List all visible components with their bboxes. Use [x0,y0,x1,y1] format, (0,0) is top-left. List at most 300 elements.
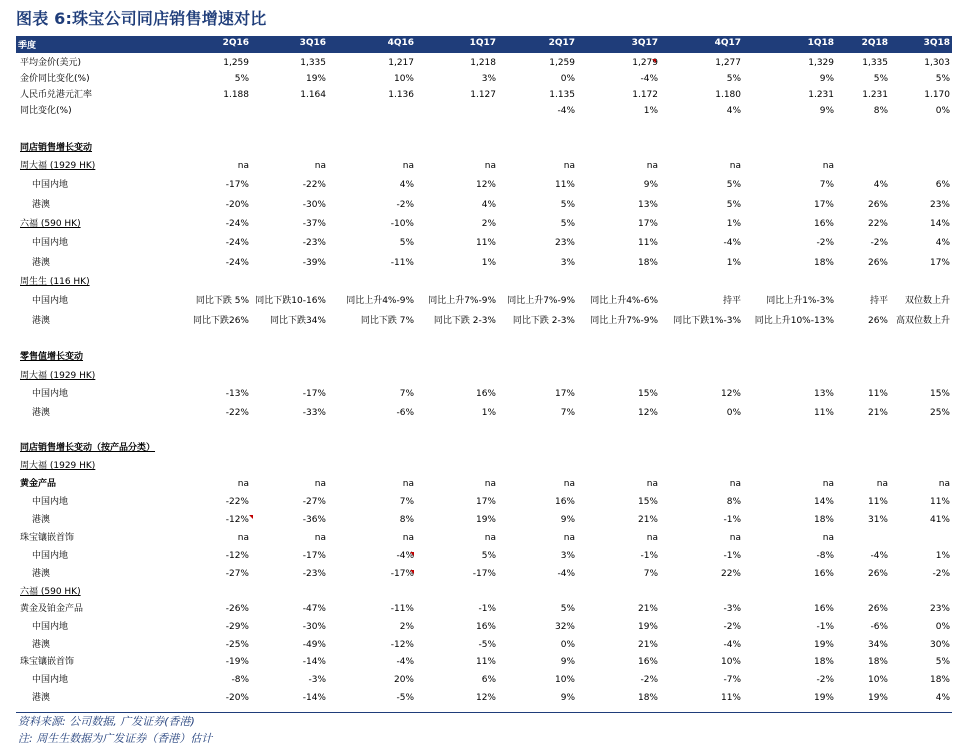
table-cell: -2% [816,238,834,248]
table-cell: 1,303 [924,58,950,68]
table-cell: na [729,533,741,543]
section-heading: 同店销售增长变动（按产品分类） [20,443,156,453]
table-cell: 11% [867,389,888,399]
table-cell: 1,329 [808,58,834,68]
table-cell: -30% [302,200,326,210]
table-cell: 12% [637,408,658,418]
table-cell: na [563,533,575,543]
header-label: 季度 [18,41,37,51]
table-cell: 26% [867,316,888,326]
table-cell: -25% [225,640,249,650]
header-quarter: 2Q17 [548,38,575,48]
table-row [16,140,952,156]
table-cell: -2% [816,675,834,685]
table-cell: 26% [867,569,888,579]
table-cell: 19% [867,693,888,703]
table-row [16,158,952,174]
header-quarter: 4Q16 [387,38,414,48]
row-label: 中国内地 [32,497,69,507]
table-row [16,637,952,653]
table-cell: 4% [726,106,741,116]
table-cell: -23% [302,569,326,579]
table-row [16,349,952,365]
row-label: 金价同比变化(%) [20,74,90,84]
table-cell: -1% [723,551,741,561]
table-cell: 10% [393,74,414,84]
table-cell: 同比上升4%-9% [346,296,414,306]
table-cell: 18% [929,675,950,685]
header-quarter: 1Q17 [469,38,496,48]
table-cell: 同比下跌26% [192,316,249,326]
table-cell: 1,259 [223,58,249,68]
table-cell: 23% [554,238,575,248]
table-cell: -5% [396,693,414,703]
table-cell: 17% [554,389,575,399]
table-cell: -4% [870,551,888,561]
table-cell: 1.188 [223,90,249,100]
table-cell: 1% [726,219,741,229]
table-cell: 5% [726,200,741,210]
table-cell: -4% [557,569,575,579]
table-cell: 26% [867,604,888,614]
table-cell: -37% [302,219,326,229]
table-cell: 同比上升10%-13% [754,316,834,326]
table-cell: na [822,479,834,489]
table-cell: 6% [481,675,496,685]
table-cell: -4% [396,551,414,561]
table-cell: 同比上升7%-9% [507,296,575,306]
table-row [16,654,952,670]
table-cell: 1% [481,258,496,268]
row-label: 中国内地 [32,622,69,632]
table-cell: na [646,161,658,171]
table-cell: na [237,533,249,543]
table-cell: 5% [726,180,741,190]
table-row [16,440,952,456]
table-cell: 同比下跌 5% [195,296,249,306]
table-cell: na [646,533,658,543]
table-row [16,103,952,119]
table-cell: 同比上升4%-6% [590,296,658,306]
table-cell: na [876,479,888,489]
table-cell: 34% [867,640,888,650]
table-cell: 32% [554,622,575,632]
table-cell: 30% [929,640,950,650]
table-cell: 0% [935,622,950,632]
table-cell: 持平 [722,296,741,306]
table-cell: 8% [399,515,414,525]
table-cell: 6% [935,180,950,190]
table-cell: 1.170 [924,90,950,100]
section-heading: 零售值增长变动 [20,352,84,362]
table-row [16,619,952,635]
table-row [16,293,952,309]
table-cell: 5% [935,74,950,84]
table-cell: -11% [390,604,414,614]
row-label: 珠宝镶嵌首饰 [20,533,75,543]
table-cell: 19% [637,622,658,632]
table-cell: 同比下跌 2-3% [433,316,496,326]
table-cell: -17% [302,551,326,561]
table-cell: -22% [302,180,326,190]
table-row [16,255,952,271]
row-label: 港澳 [32,408,51,418]
table-cell: 11% [813,408,834,418]
table-cell: 12% [720,389,741,399]
table-cell: 21% [637,515,658,525]
table-cell: -20% [225,200,249,210]
table-cell: -6% [870,622,888,632]
table-cell: na [314,161,326,171]
chart-title: 图表 6:珠宝公司同店销售增速对比 [16,9,267,28]
table-cell: 12% [475,180,496,190]
table-row [16,530,952,546]
table-row [16,566,952,582]
table-cell: 5% [560,219,575,229]
header-quarter: 2Q16 [222,38,249,48]
table-row [16,87,952,103]
row-label: 人民币兑港元汇率 [20,90,93,100]
header-quarter: 3Q18 [923,38,950,48]
table-cell: -2% [396,200,414,210]
row-label: 六福 (590 HK) [20,219,81,229]
table-cell: 1,259 [549,58,575,68]
table-cell: 1% [935,551,950,561]
table-cell: -29% [225,622,249,632]
table-cell: 7% [819,180,834,190]
row-label: 周生生 (116 HK) [20,277,90,287]
row-label: 同比变化(%) [20,106,72,116]
table-row [16,672,952,688]
table-cell: -12% [225,551,249,561]
table-cell: 9% [560,657,575,667]
table-cell: -2% [723,622,741,632]
table-cell: -11% [390,258,414,268]
table-cell: 2% [399,622,414,632]
table-cell: -30% [302,622,326,632]
table-cell: na [314,479,326,489]
row-label: 黄金产品 [20,479,57,489]
row-label: 平均金价(美元) [20,58,82,68]
row-label: 中国内地 [32,238,69,248]
table-cell: 1.127 [470,90,496,100]
table-cell: 21% [867,408,888,418]
table-cell: -2% [640,675,658,685]
row-label: 港澳 [32,515,51,525]
table-cell: -13% [225,389,249,399]
table-cell: -1% [478,604,496,614]
table-row [16,601,952,617]
table-cell: 16% [475,622,496,632]
table-cell: na [484,161,496,171]
table-cell: -17% [390,569,414,579]
table-cell: 同比上升1%-3% [766,296,834,306]
table-cell: 3% [560,551,575,561]
table-cell: 31% [867,515,888,525]
table-row [16,216,952,232]
table-cell: 18% [813,515,834,525]
table-cell: na [402,479,414,489]
table-cell: 1% [481,408,496,418]
table-cell: 1.172 [632,90,658,100]
table-row [16,584,952,600]
table-cell: na [314,533,326,543]
table-cell: -2% [870,238,888,248]
table-cell: 14% [813,497,834,507]
table-cell: 22% [720,569,741,579]
table-cell: na [563,161,575,171]
table-cell: 21% [637,604,658,614]
table-cell: 7% [560,408,575,418]
table-cell: 1,335 [862,58,888,68]
table-cell: 19% [813,693,834,703]
table-cell: 16% [813,604,834,614]
table-cell: 1.180 [715,90,741,100]
row-label: 港澳 [32,569,51,579]
table-cell: na [402,161,414,171]
table-cell: 19% [305,74,326,84]
table-cell: 2% [481,219,496,229]
table-cell: 16% [475,389,496,399]
source-note: 资料来源: 公司数据, 广发证券(香港) [18,715,195,728]
table-cell: 同比下跌1%-3% [673,316,741,326]
table-cell: 17% [929,258,950,268]
row-label: 港澳 [32,316,51,326]
row-label: 中国内地 [32,389,69,399]
table-cell: 10% [867,675,888,685]
table-cell: na [484,479,496,489]
table-cell: -22% [225,497,249,507]
table-cell: 25% [929,408,950,418]
table-cell: 同比下跌10-16% [255,296,326,306]
table-cell: -27% [225,569,249,579]
table-row [16,235,952,251]
table-cell: na [563,479,575,489]
table-cell: 11% [475,238,496,248]
table-cell: -5% [478,640,496,650]
table-cell: 18% [867,657,888,667]
table-row [16,476,952,492]
table-cell: 19% [813,640,834,650]
table-cell: na [938,479,950,489]
table-cell: 14% [929,219,950,229]
table-cell: 21% [637,640,658,650]
table-cell: 0% [935,106,950,116]
table-cell: 13% [637,200,658,210]
table-cell: -10% [390,219,414,229]
table-cell: 26% [867,258,888,268]
table-cell: na [646,479,658,489]
table-cell: -20% [225,693,249,703]
table-cell: 15% [929,389,950,399]
table-cell: 4% [399,180,414,190]
estimate-note: 注: 周生生数据为广发证券（香港）估计 [18,732,213,745]
table-cell: -8% [816,551,834,561]
table-cell: 15% [637,497,658,507]
table-cell: 1,277 [715,58,741,68]
table-row [16,690,952,706]
row-label: 中国内地 [32,180,69,190]
comment-marker-icon [410,570,414,574]
table-header [16,36,952,53]
table-cell: -17% [302,389,326,399]
table-cell: 1.164 [300,90,326,100]
row-label: 周大福 (1929 HK) [20,461,96,471]
table-cell: 5% [481,551,496,561]
table-cell: 1% [643,106,658,116]
table-cell: 5% [560,200,575,210]
comment-marker-icon [249,515,253,519]
table-cell: 同比上升7%-9% [590,316,658,326]
table-cell: 4% [481,200,496,210]
table-cell: na [484,533,496,543]
table-cell: -23% [302,238,326,248]
table-cell: 18% [637,258,658,268]
table-cell: 1,335 [300,58,326,68]
table-cell: -19% [225,657,249,667]
table-cell: 10% [554,675,575,685]
table-cell: na [237,161,249,171]
table-cell: 1,217 [388,58,414,68]
table-cell: 1.231 [808,90,834,100]
table-cell: 16% [554,497,575,507]
table-cell: 11% [475,657,496,667]
table-cell: 5% [873,74,888,84]
table-cell: -14% [302,657,326,667]
table-cell: 17% [637,219,658,229]
table-cell: -6% [396,408,414,418]
header-quarter: 1Q18 [807,38,834,48]
comment-marker-icon [410,552,414,556]
table-cell: 19% [475,515,496,525]
table-cell: -39% [302,258,326,268]
table-cell: 5% [560,604,575,614]
table-cell: 3% [481,74,496,84]
table-cell: na [729,479,741,489]
table-cell: na [402,533,414,543]
table-cell: -4% [723,640,741,650]
table-cell: -8% [231,675,249,685]
table-cell: 5% [399,238,414,248]
table-cell: 22% [867,219,888,229]
table-cell: 9% [819,74,834,84]
table-cell: na [237,479,249,489]
table-cell: -2% [932,569,950,579]
header-quarter: 2Q18 [861,38,888,48]
table-cell: -22% [225,408,249,418]
row-label: 港澳 [32,693,51,703]
table-cell: 18% [813,258,834,268]
table-row [16,386,952,402]
row-label: 珠宝镶嵌首饰 [20,657,75,667]
table-cell: 9% [643,180,658,190]
table-cell: 5% [234,74,249,84]
table-cell: -24% [225,219,249,229]
table-cell: 17% [475,497,496,507]
table-cell: 5% [935,657,950,667]
table-cell: 1.136 [388,90,414,100]
table-cell: 11% [929,497,950,507]
table-cell: -3% [723,604,741,614]
table-cell: 7% [399,497,414,507]
table-cell: 8% [873,106,888,116]
table-cell: 13% [813,389,834,399]
table-cell: 23% [929,604,950,614]
table-cell: -36% [302,515,326,525]
table-cell: 16% [637,657,658,667]
table-cell: 双位数上升 [904,296,950,306]
table-row [16,71,952,87]
table-row [16,494,952,510]
table-cell: 9% [560,515,575,525]
table-row [16,177,952,193]
table-row [16,512,952,528]
table-cell: 4% [935,693,950,703]
row-label: 中国内地 [32,296,69,306]
table-cell: -7% [723,675,741,685]
table-cell: 1.231 [862,90,888,100]
table-cell: 0% [560,640,575,650]
table-cell: na [822,161,834,171]
table-cell: 10% [720,657,741,667]
table-cell: 7% [643,569,658,579]
table-cell: 12% [475,693,496,703]
table-cell: 9% [819,106,834,116]
row-label: 港澳 [32,200,51,210]
table-cell: -12% [390,640,414,650]
table-cell: -17% [472,569,496,579]
table-cell: 11% [554,180,575,190]
row-label: 港澳 [32,640,51,650]
table-cell: na [822,533,834,543]
table-cell: 17% [813,200,834,210]
row-label: 六福 (590 HK) [20,587,81,597]
table-cell: 8% [726,497,741,507]
table-cell: 7% [399,389,414,399]
table-cell: -3% [308,675,326,685]
table-cell: 0% [726,408,741,418]
table-cell: -1% [640,551,658,561]
table-cell: -47% [302,604,326,614]
comment-marker-icon [652,59,656,63]
header-quarter: 3Q17 [631,38,658,48]
table-cell: 23% [929,200,950,210]
table-cell: 9% [560,693,575,703]
table-row [16,548,952,564]
header-quarter: 3Q16 [299,38,326,48]
table-row [16,313,952,329]
table-row [16,274,952,290]
table-cell: 4% [935,238,950,248]
table-cell: -33% [302,408,326,418]
row-label: 黄金及铂金产品 [20,604,84,614]
row-label: 周大福 (1929 HK) [20,371,96,381]
table-cell: -27% [302,497,326,507]
table-cell: 18% [637,693,658,703]
table-cell: -1% [723,515,741,525]
row-label: 中国内地 [32,675,69,685]
row-label: 中国内地 [32,551,69,561]
table-cell: 3% [560,258,575,268]
table-cell: -4% [640,74,658,84]
table-row [16,55,952,71]
table-cell: -24% [225,258,249,268]
table-cell: 20% [393,675,414,685]
table-cell: -12% [225,515,249,525]
table-cell: -14% [302,693,326,703]
table-cell: 同比上升7%-9% [428,296,496,306]
table-cell: -4% [723,238,741,248]
